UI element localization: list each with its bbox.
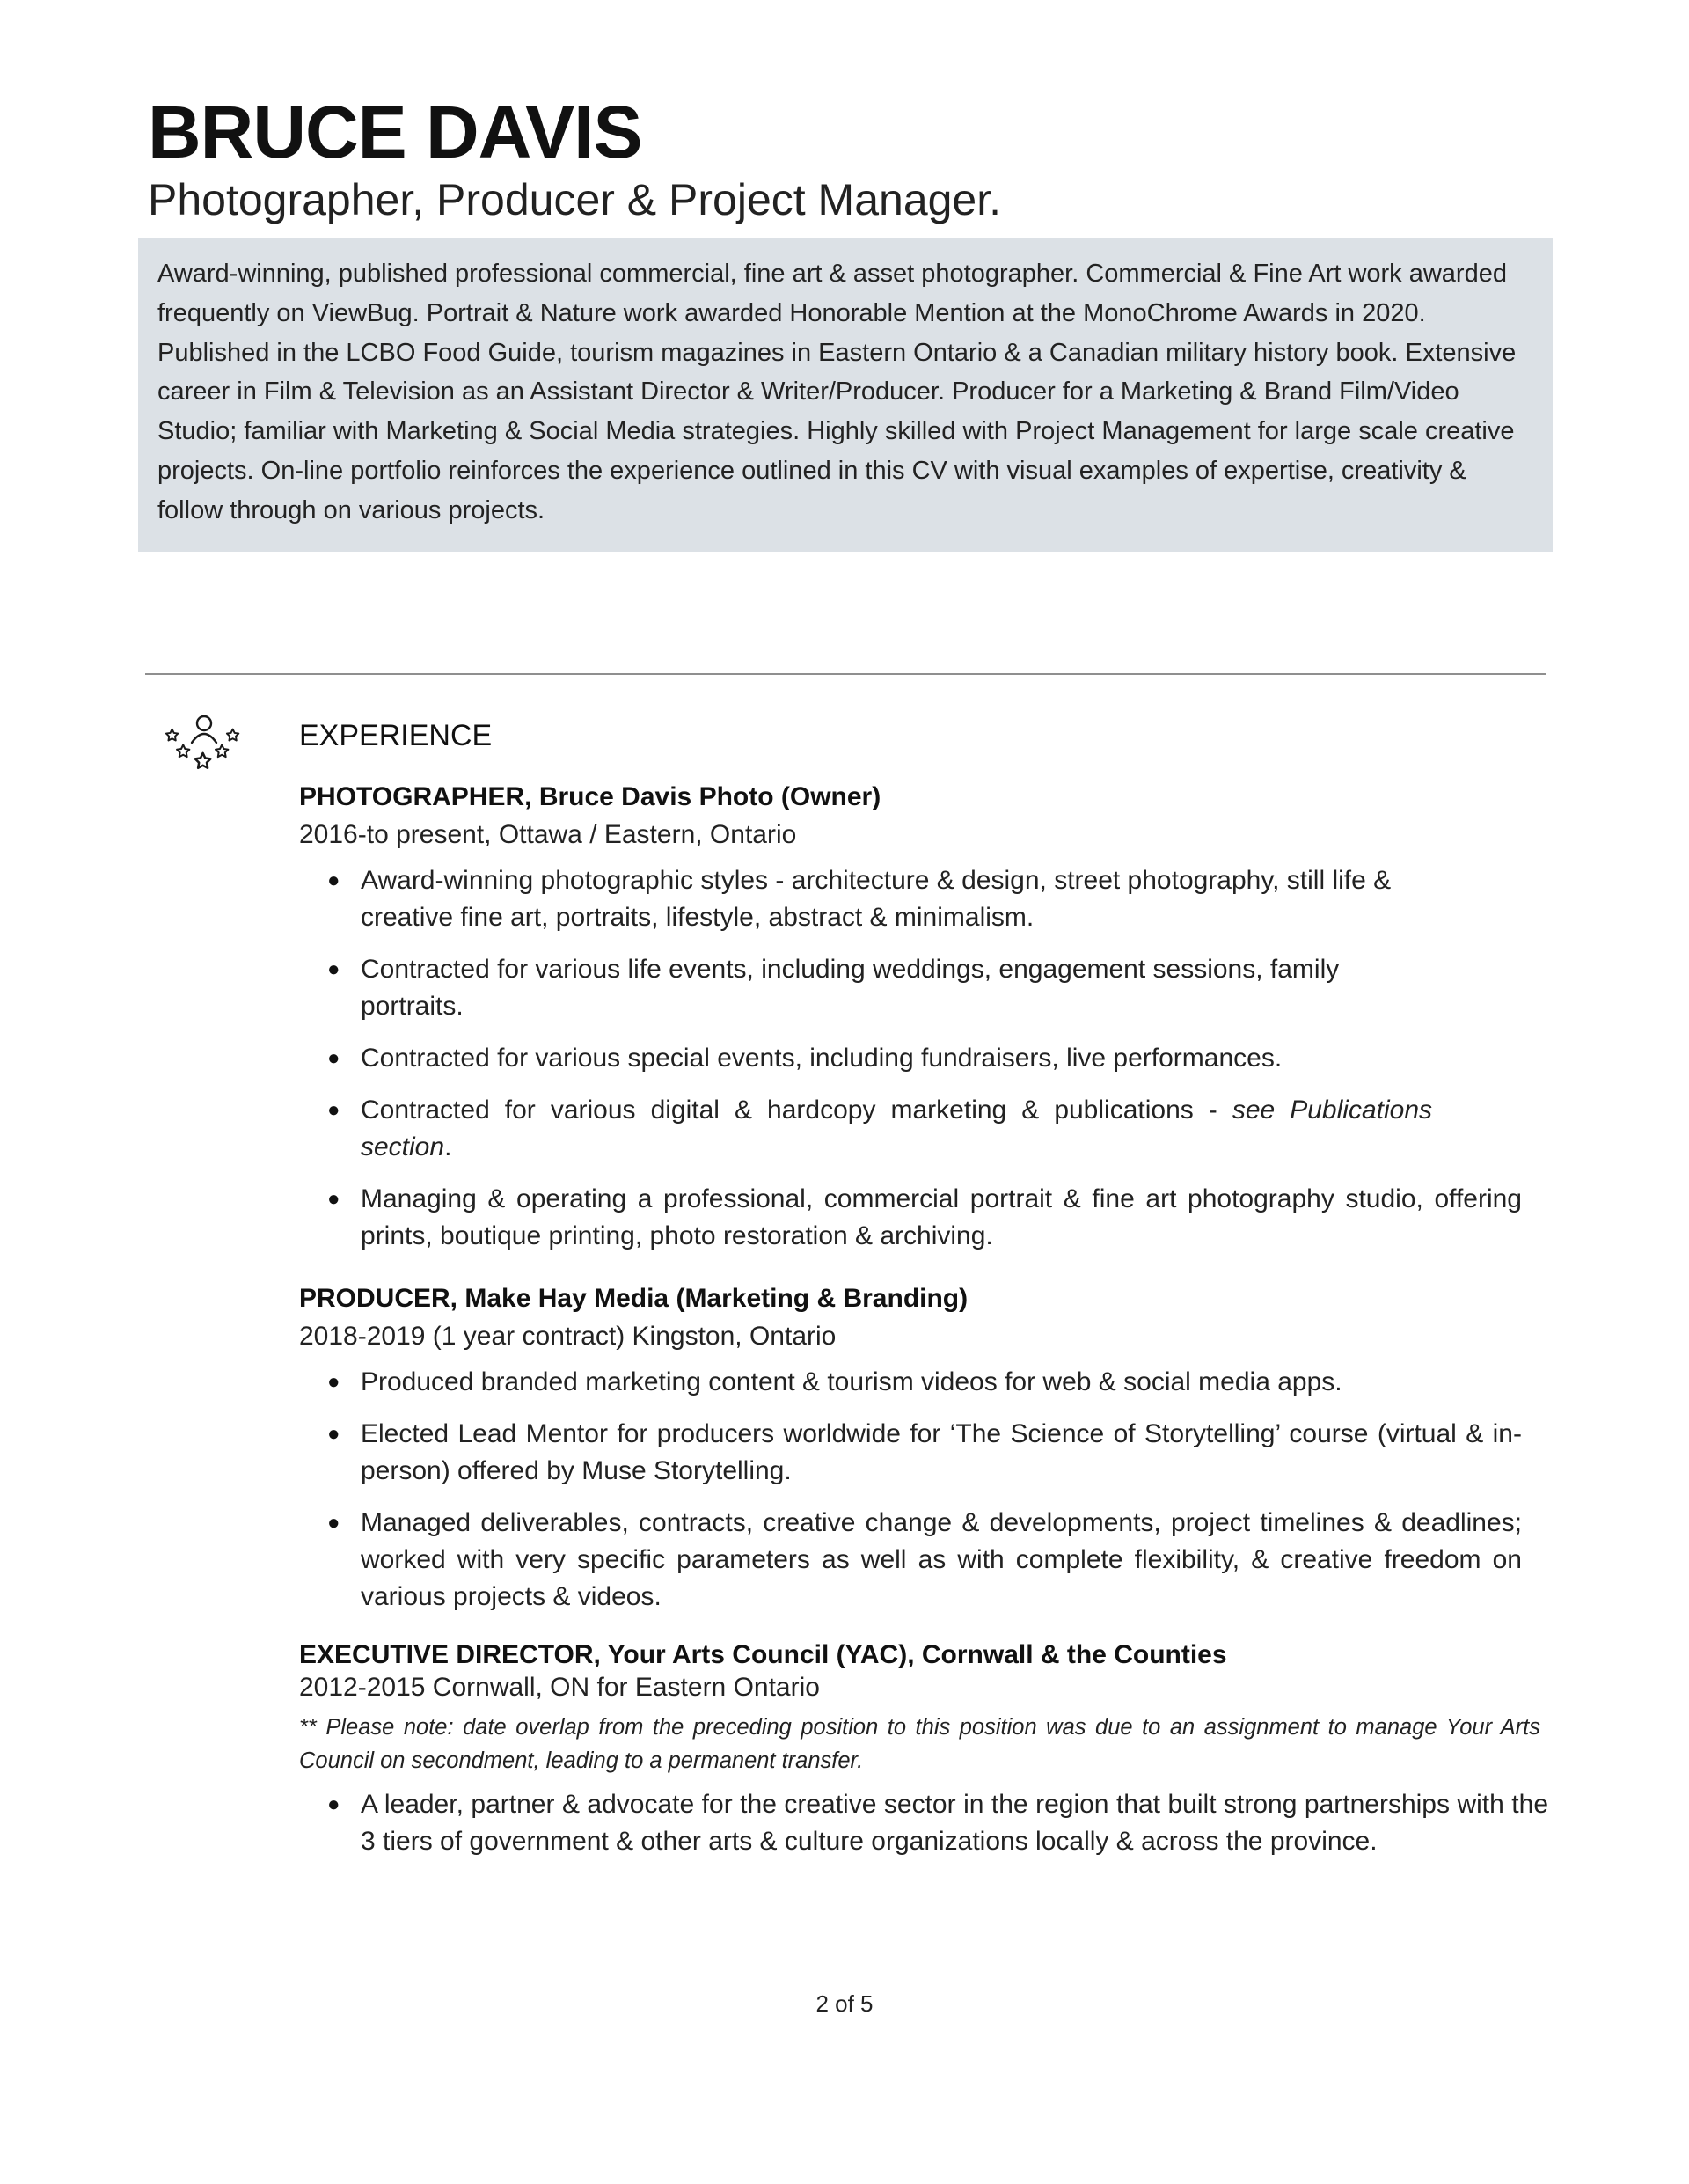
bullet-icon: ● [327, 957, 340, 981]
people-stars-icon [162, 713, 246, 776]
bullet-icon: ● [327, 868, 340, 892]
bullet-text: A leader, partner & advocate for the creative sector in the region that built strong partnerships with the 3 tiers of government & other arts & culture organizations locally & across the province. [361, 1790, 1548, 1856]
bullet-icon: ● [327, 1511, 340, 1535]
section-divider [145, 673, 1546, 675]
experience-content [299, 778, 1548, 1875]
job-dates-location: 2012-2015 Cornwall, ON for Eastern Ontario [299, 1673, 820, 1702]
bullet-icon: ● [327, 1098, 340, 1122]
job-entry [299, 1638, 1548, 1860]
bullet-text: Contracted for various special events, including fundraisers, live performances. [361, 1044, 1283, 1073]
job-dates-location: 2018-2019 (1 year contract) Kingston, Ontario [299, 1322, 837, 1351]
job-title: EXECUTIVE DIRECTOR, Your Arts Council (YAC), Cornwall & the Counties [299, 1640, 1227, 1669]
bullet-icon: ● [327, 1046, 340, 1070]
bullet-icon: ● [327, 1792, 340, 1816]
experience-heading: EXPERIENCE [299, 719, 493, 752]
list-item [299, 1416, 1522, 1490]
bullet-text: Managed deliverables, contracts, creative change & developments, project timelines & deadlines; worked with very specific parameters as well as with complete flexibility, & creative freedom on various projects & videos. [361, 1508, 1522, 1611]
list-item [299, 1040, 1432, 1077]
list-item [299, 951, 1432, 1025]
bullet-text: Contracted for various life events, including weddings, engagement sessions, family portraits. [361, 955, 1340, 1021]
candidate-name: BRUCE DAVIS [148, 91, 642, 173]
list-item [299, 1364, 1522, 1401]
bullet-text: Elected Lead Mentor for producers worldwide for ‘The Science of Storytelling’ course (virtual & in-person) offered by Muse Storytelling. [361, 1419, 1522, 1485]
job-bullets [299, 862, 1432, 1166]
job-bullets [299, 1364, 1522, 1616]
publications-reference: see Publications section [361, 1096, 1432, 1162]
job-note: ** Please note: date overlap from the preceding position to this position was due to an assignment to manage Your Arts Council on secondment, leading to a permanent transfer. [299, 1715, 1540, 1773]
list-item [299, 1505, 1522, 1616]
job-bullets [299, 1786, 1548, 1860]
job-entry [299, 778, 1548, 1255]
job-dates-location: 2016-to present, Ottawa / Eastern, Ontario [299, 820, 797, 849]
bullet-icon: ● [327, 1187, 340, 1211]
summary-text: Award-winning, published professional commercial, fine art & asset photographer. Commercial & Fine Art work awarded frequently on ViewBug. Portrait & Nature work awarded Honorable Mention at the MonoChrome Awards in 2020. Published in the LCBO Food Guide, tourism magazines in Eastern Ontario & a Canadian military history book. Extensive career in Film & Television as an Assistant Director & Writer/Producer. Producer for a Marketing & Brand Film/Video Studio; familiar with Marketing & Social Media strategies. Highly skilled with Project Management for large scale creative projects. On-line portfolio reinforces the experience outlined in this CV with visual examples of expertise, creativity & follow through on various projects. [157, 260, 1517, 524]
job-title: PRODUCER, Make Hay Media (Marketing & Branding) [299, 1284, 969, 1313]
bullet-icon: ● [327, 1370, 340, 1394]
bullet-text-end: . [444, 1132, 452, 1162]
bullet-text: Produced branded marketing content & tourism videos for web & social media apps. [361, 1367, 1342, 1396]
bullet-text: Managing & operating a professional, commercial portrait & fine art photography studio, offering prints, boutique printing, photo restoration & archiving. [361, 1184, 1522, 1250]
bullet-text: Contracted for various digital & hardcopy marketing & publications - [361, 1096, 1232, 1125]
summary-box [138, 238, 1553, 552]
page-number: 2 of 5 [815, 1990, 874, 2017]
job-title: PHOTOGRAPHER, Bruce Davis Photo (Owner) [299, 782, 881, 811]
bullet-icon: ● [327, 1422, 340, 1446]
list-item [299, 1786, 1548, 1860]
list-item [299, 862, 1432, 936]
bullet-text: Award-winning photographic styles - architecture & design, street photography, still life & creative fine art, portraits, lifestyle, abstract & minimalism. [361, 866, 1392, 932]
job-bullets-wide [299, 1181, 1522, 1255]
job-entry [299, 1279, 1548, 1616]
candidate-subtitle: Photographer, Producer & Project Manager. [148, 175, 1002, 224]
list-item [299, 1181, 1522, 1255]
list-item [299, 1092, 1432, 1166]
